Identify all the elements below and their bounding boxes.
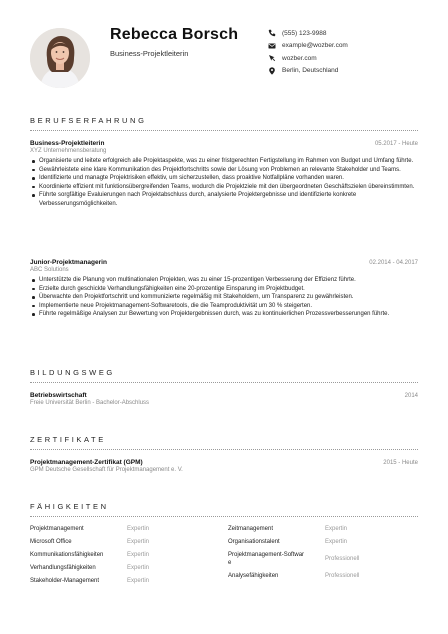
job-bullet: Koordinierte effizient mit funktionsübergreifenden Teams, wodurch die Projektziele mit den übergeordneten Geschäftszielen übereinstimmten. — [30, 183, 418, 192]
skill-level: Professionell — [325, 573, 360, 579]
skill-level: Expertin — [127, 552, 150, 558]
certificate-issuer: GPM Deutsche Gesellschaft für Projektmanagement e. V. — [30, 467, 183, 473]
education-school: Freie Universität Berlin - Bachelor-Abschluss — [30, 400, 150, 406]
resume-header — [0, 0, 448, 100]
skill-name: Projektmanagement — [30, 526, 84, 532]
job-company: XYZ Unternehmensberatung — [30, 148, 107, 154]
certificate-year: 2015 - Heute — [383, 460, 418, 466]
skill-level: Expertin — [127, 526, 150, 532]
skill-level: Expertin — [127, 578, 150, 584]
skill-level: Expertin — [127, 539, 150, 545]
job-bullets — [30, 276, 418, 319]
location-pin-icon — [268, 67, 280, 75]
job-role: Business-Projektleiterin — [30, 140, 105, 147]
skill-level: Expertin — [325, 539, 348, 545]
skill-name: Analysefähigkeiten — [228, 573, 279, 579]
section-divider — [30, 449, 418, 450]
education-degree: Betriebswirtschaft — [30, 392, 87, 399]
job-company: ABC Solutions — [30, 267, 69, 273]
job-bullet: Implementierte neue Projektmanagement-Softwaretools, die die Teamproduktivität um 30 % steigerten. — [30, 302, 418, 311]
contact-email-text[interactable]: example@wozber.com — [282, 42, 348, 50]
job-bullet: Erzielte durch geschickte Verhandlungsfähigkeiten eine 20-prozentige Einsparung im Projektbudget. — [30, 285, 418, 294]
job-bullet: Organisierte und leitete erfolgreich alle Projektaspekte, was zu einer fristgerechten Fertigstellung im Rahmen von Budget und Umfang führte. — [30, 157, 418, 166]
link-icon — [268, 54, 280, 62]
contact-website[interactable] — [268, 52, 348, 65]
education-entry — [30, 392, 418, 406]
section-title-skills: FÄHIGKEITEN — [30, 502, 109, 511]
skill-name: Kommunikationsfähigkeiten — [30, 552, 104, 558]
job-bullet: Identifizierte und managte Projektrisiken effektiv, um sicherzustellen, dass proaktive Notfallpläne vorhanden waren. — [30, 174, 418, 183]
certificate-entry — [30, 459, 418, 473]
contact-email[interactable] — [268, 40, 348, 53]
email-icon — [268, 42, 280, 50]
skill-name: Organisationstalent — [228, 539, 280, 545]
candidate-title: Business-Projektleiterin — [110, 49, 189, 58]
certificate-name: Projektmanagement-Zertifikat (GPM) — [30, 459, 143, 466]
skill-name: Stakeholder-Management — [30, 578, 100, 584]
skill-level: Expertin — [325, 526, 348, 532]
job-bullet: Unterstützte die Planung von multinationalen Projekten, was zu einer 15-prozentigen Verbesserung der Effizienz führte. — [30, 276, 418, 285]
job-entry-1 — [30, 140, 418, 209]
job-dates: 02.2014 - 04.2017 — [369, 260, 418, 266]
skill-level: Professionell — [325, 556, 360, 562]
job-bullets — [30, 157, 418, 209]
education-year: 2014 — [404, 393, 418, 399]
section-divider — [30, 382, 418, 383]
section-divider — [30, 130, 418, 131]
contact-website-text[interactable]: wozber.com — [282, 54, 317, 62]
section-title-experience: BERUFSERFAHRUNG — [30, 116, 147, 125]
contact-phone-text: (555) 123-9988 — [282, 29, 327, 37]
skill-name: Projektmanagement-Softwar e — [228, 552, 305, 566]
contact-location — [268, 65, 348, 78]
section-skills — [30, 502, 418, 517]
section-education — [30, 368, 418, 383]
contact-phone — [268, 27, 348, 40]
job-bullet: Gewährleistete eine klare Kommunikation des Projektfortschritts sowie der Lösung von Problemen an relevante Stakeholder und Teams. — [30, 166, 418, 175]
job-role: Junior-Projektmanagerin — [30, 259, 107, 266]
section-divider — [30, 516, 418, 517]
section-title-education: BILDUNGSWEG — [30, 368, 115, 377]
job-bullet: Führte regelmäßige Analysen zur Bewertung von Projektergebnissen durch, was zu kontinuierlichen Prozessverbesserungen führte. — [30, 310, 418, 319]
job-bullet: Führte sorgfältige Evaluierungen nach Projektabschluss durch, analysierte Projektergebnisse und identifizierte konkrete Verbesserungsmöglichkeiten. — [30, 191, 418, 208]
profile-photo-illustration — [30, 28, 90, 88]
profile-photo — [30, 28, 90, 88]
job-bullet: Überwachte den Projektfortschritt und kommunizierte regelmäßig mit Stakeholdern, um Transparenz zu gewährleisten. — [30, 293, 418, 302]
skill-name: Zeitmanagement — [228, 526, 274, 532]
contact-list — [268, 27, 348, 77]
skill-level: Expertin — [127, 565, 150, 571]
section-title-certificates: ZERTIFIKATE — [30, 435, 106, 444]
contact-location-text: Berlin, Deutschland — [282, 67, 339, 75]
section-experience — [30, 116, 418, 131]
job-entry-2 — [30, 259, 418, 319]
phone-icon — [268, 29, 280, 37]
skill-name: Verhandlungsfähigkeiten — [30, 565, 96, 571]
skill-name: Microsoft Office — [30, 539, 72, 545]
section-certificates — [30, 435, 418, 450]
candidate-name: Rebecca Borsch — [110, 26, 239, 43]
job-dates: 05.2017 - Heute — [374, 141, 418, 147]
